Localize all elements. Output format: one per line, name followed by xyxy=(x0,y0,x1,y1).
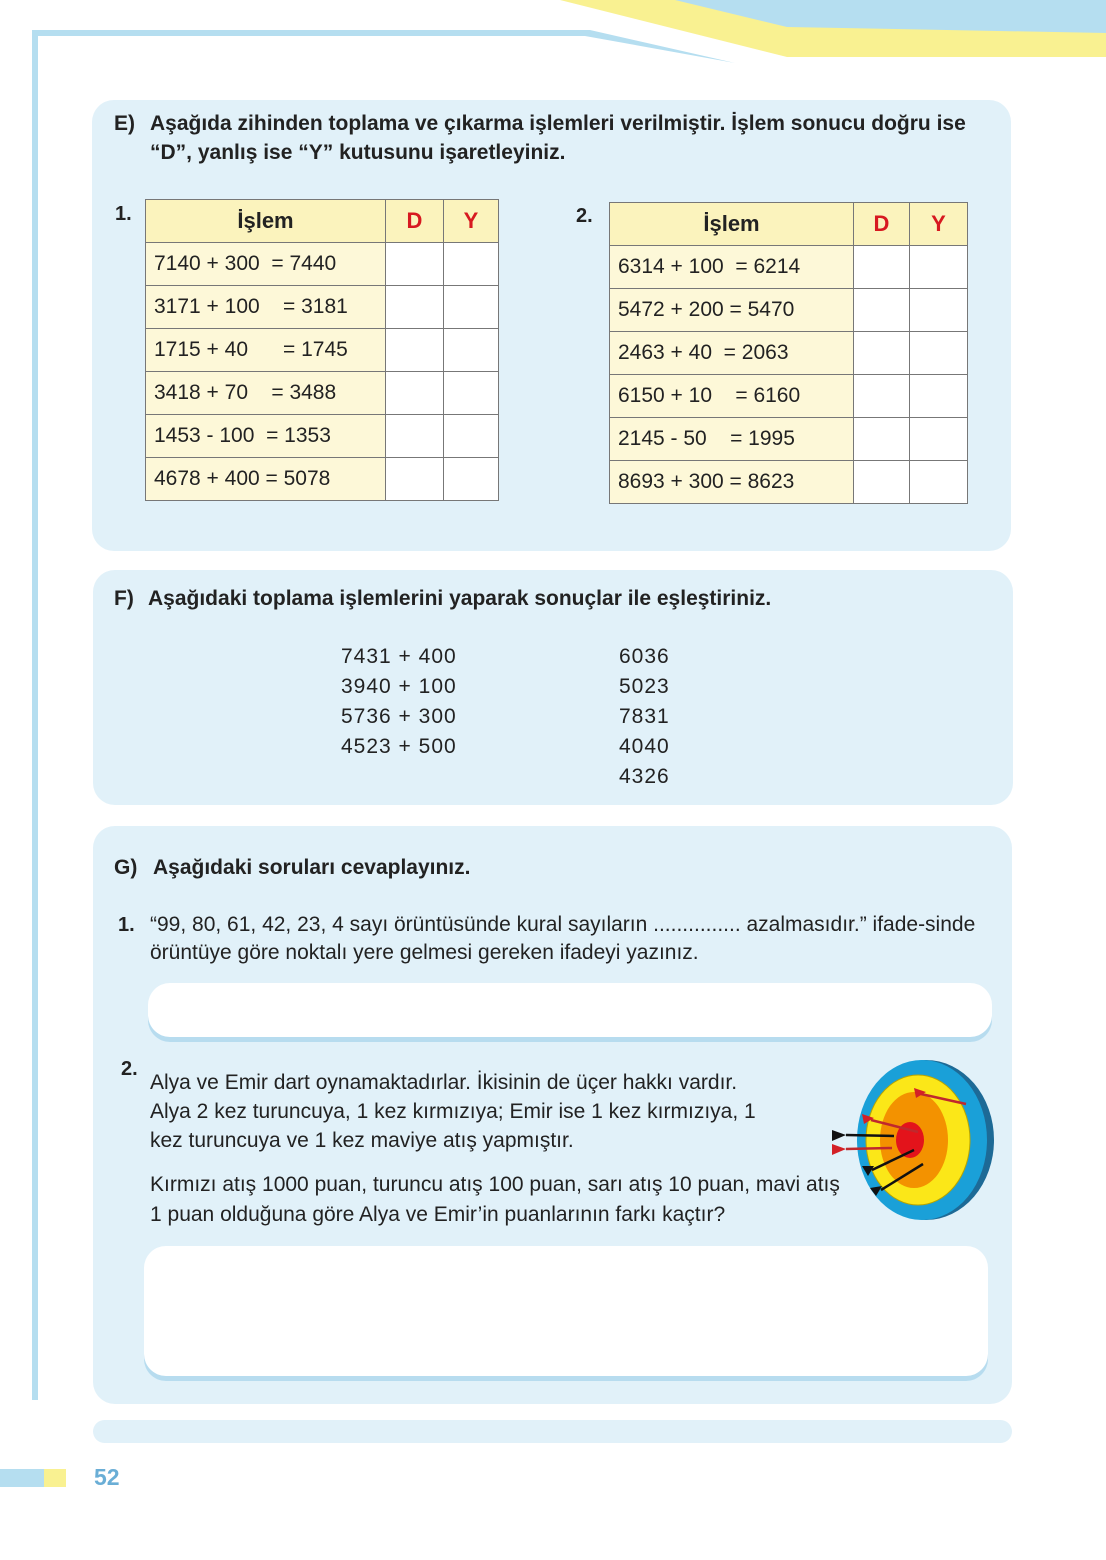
header-y: Y xyxy=(444,200,499,243)
d-checkbox[interactable] xyxy=(854,246,910,289)
header-y: Y xyxy=(910,203,968,246)
d-checkbox[interactable] xyxy=(386,415,444,458)
d-checkbox[interactable] xyxy=(386,372,444,415)
question-2-scoring-text: Kırmızı atış 1000 puan, turuncu atış 100 puan, sarı atış 10 puan, mavi atış 1 puan olduğuna göre Alya ve Emir’in puanlarının farkı kaçtır? xyxy=(150,1173,840,1226)
question-2-answer-box[interactable] xyxy=(144,1246,988,1376)
operation-item[interactable]: 7431 + 400 xyxy=(341,645,457,668)
question-1-number: 1. xyxy=(118,914,135,936)
y-checkbox[interactable] xyxy=(444,415,499,458)
question-2-text: Alya ve Emir dart oynamaktadırlar. İkisinin de üçer hakkı vardır. Alya 2 kez turuncuya, 1 kez kırmızıya; Emir ise 1 kez kırmızıya, 1 kez turuncuya ve 1 kez maviye atış yapmıştır. xyxy=(150,1071,756,1152)
header-d: D xyxy=(854,203,910,246)
operation: 5472 + 200 = 5470 xyxy=(610,289,854,332)
operation: 8693 + 300 = 8623 xyxy=(610,461,854,504)
page-number: 52 xyxy=(94,1464,120,1490)
operation-item[interactable]: 3940 + 100 xyxy=(341,675,457,698)
section-e-letter: E) xyxy=(114,112,135,135)
operation: 3171 + 100 = 3181 xyxy=(146,286,386,329)
table-row xyxy=(610,461,968,504)
operation-item[interactable]: 5736 + 300 xyxy=(341,705,457,728)
operation: 2145 - 50 = 1995 xyxy=(610,418,854,461)
operation-item[interactable]: 4523 + 500 xyxy=(341,735,457,758)
table-row xyxy=(146,415,499,458)
d-checkbox[interactable] xyxy=(386,286,444,329)
table-row xyxy=(146,329,499,372)
d-checkbox[interactable] xyxy=(854,289,910,332)
y-checkbox[interactable] xyxy=(910,461,968,504)
table-2 xyxy=(609,202,968,504)
section-g-letter: G) xyxy=(114,856,138,879)
footer-bar xyxy=(93,1420,1012,1443)
header-islem: İşlem xyxy=(146,200,386,243)
y-checkbox[interactable] xyxy=(444,286,499,329)
question-2-number: 2. xyxy=(121,1058,138,1080)
table-row xyxy=(146,458,499,501)
dartboard-icon xyxy=(826,1052,998,1224)
header-islem: İşlem xyxy=(610,203,854,246)
y-checkbox[interactable] xyxy=(444,372,499,415)
footer-blue-stripe xyxy=(0,1469,44,1487)
result-item[interactable]: 4326 xyxy=(619,765,670,788)
y-checkbox[interactable] xyxy=(910,246,968,289)
section-f-letter: F) xyxy=(114,587,134,610)
d-checkbox[interactable] xyxy=(854,418,910,461)
operation: 4678 + 400 = 5078 xyxy=(146,458,386,501)
table-2-number: 2. xyxy=(576,205,593,227)
d-checkbox[interactable] xyxy=(854,375,910,418)
d-checkbox[interactable] xyxy=(854,461,910,504)
table-1-number: 1. xyxy=(115,203,132,225)
operation: 7140 + 300 = 7440 xyxy=(146,243,386,286)
section-f-title: Aşağıdaki toplama işlemlerini yaparak sonuçlar ile eşleştiriniz. xyxy=(148,587,772,610)
footer-yellow-stripe xyxy=(44,1469,66,1487)
table-1 xyxy=(145,199,499,501)
table-row xyxy=(146,243,499,286)
operation: 1715 + 40 = 1745 xyxy=(146,329,386,372)
table-row xyxy=(610,332,968,375)
operation: 3418 + 70 = 3488 xyxy=(146,372,386,415)
y-checkbox[interactable] xyxy=(910,418,968,461)
table-row xyxy=(610,418,968,461)
operations-column xyxy=(341,642,457,762)
table-row xyxy=(610,246,968,289)
result-item[interactable]: 7831 xyxy=(619,705,670,728)
operation: 6150 + 10 = 6160 xyxy=(610,375,854,418)
d-checkbox[interactable] xyxy=(386,243,444,286)
question-1-text: “99, 80, 61, 42, 23, 4 sayı örüntüsünde kural sayıların ............... azalmasıdır.” ifade-sinde örüntüye göre noktalı yere gelmesi gereken ifadeyi yazınız. xyxy=(150,913,976,964)
table-row xyxy=(146,286,499,329)
y-checkbox[interactable] xyxy=(910,289,968,332)
y-checkbox[interactable] xyxy=(910,375,968,418)
question-1-answer-box[interactable] xyxy=(148,983,992,1037)
operation: 6314 + 100 = 6214 xyxy=(610,246,854,289)
header-d: D xyxy=(386,200,444,243)
result-item[interactable]: 4040 xyxy=(619,735,670,758)
result-item[interactable]: 5023 xyxy=(619,675,670,698)
y-checkbox[interactable] xyxy=(444,329,499,372)
y-checkbox[interactable] xyxy=(444,458,499,501)
d-checkbox[interactable] xyxy=(386,458,444,501)
section-e-title: Aşağıda zihinden toplama ve çıkarma işlemleri verilmiştir. İşlem sonucu doğru ise “D”, yanlış ise “Y” kutusunu işaretleyiniz. xyxy=(150,112,966,164)
d-checkbox[interactable] xyxy=(854,332,910,375)
result-item[interactable]: 6036 xyxy=(619,645,670,668)
y-checkbox[interactable] xyxy=(910,332,968,375)
table-row xyxy=(610,289,968,332)
y-checkbox[interactable] xyxy=(444,243,499,286)
table-row xyxy=(610,375,968,418)
operation: 2463 + 40 = 2063 xyxy=(610,332,854,375)
operation: 1453 - 100 = 1353 xyxy=(146,415,386,458)
section-g-title: Aşağıdaki soruları cevaplayınız. xyxy=(153,856,471,879)
d-checkbox[interactable] xyxy=(386,329,444,372)
results-column xyxy=(619,642,670,792)
table-row xyxy=(146,372,499,415)
